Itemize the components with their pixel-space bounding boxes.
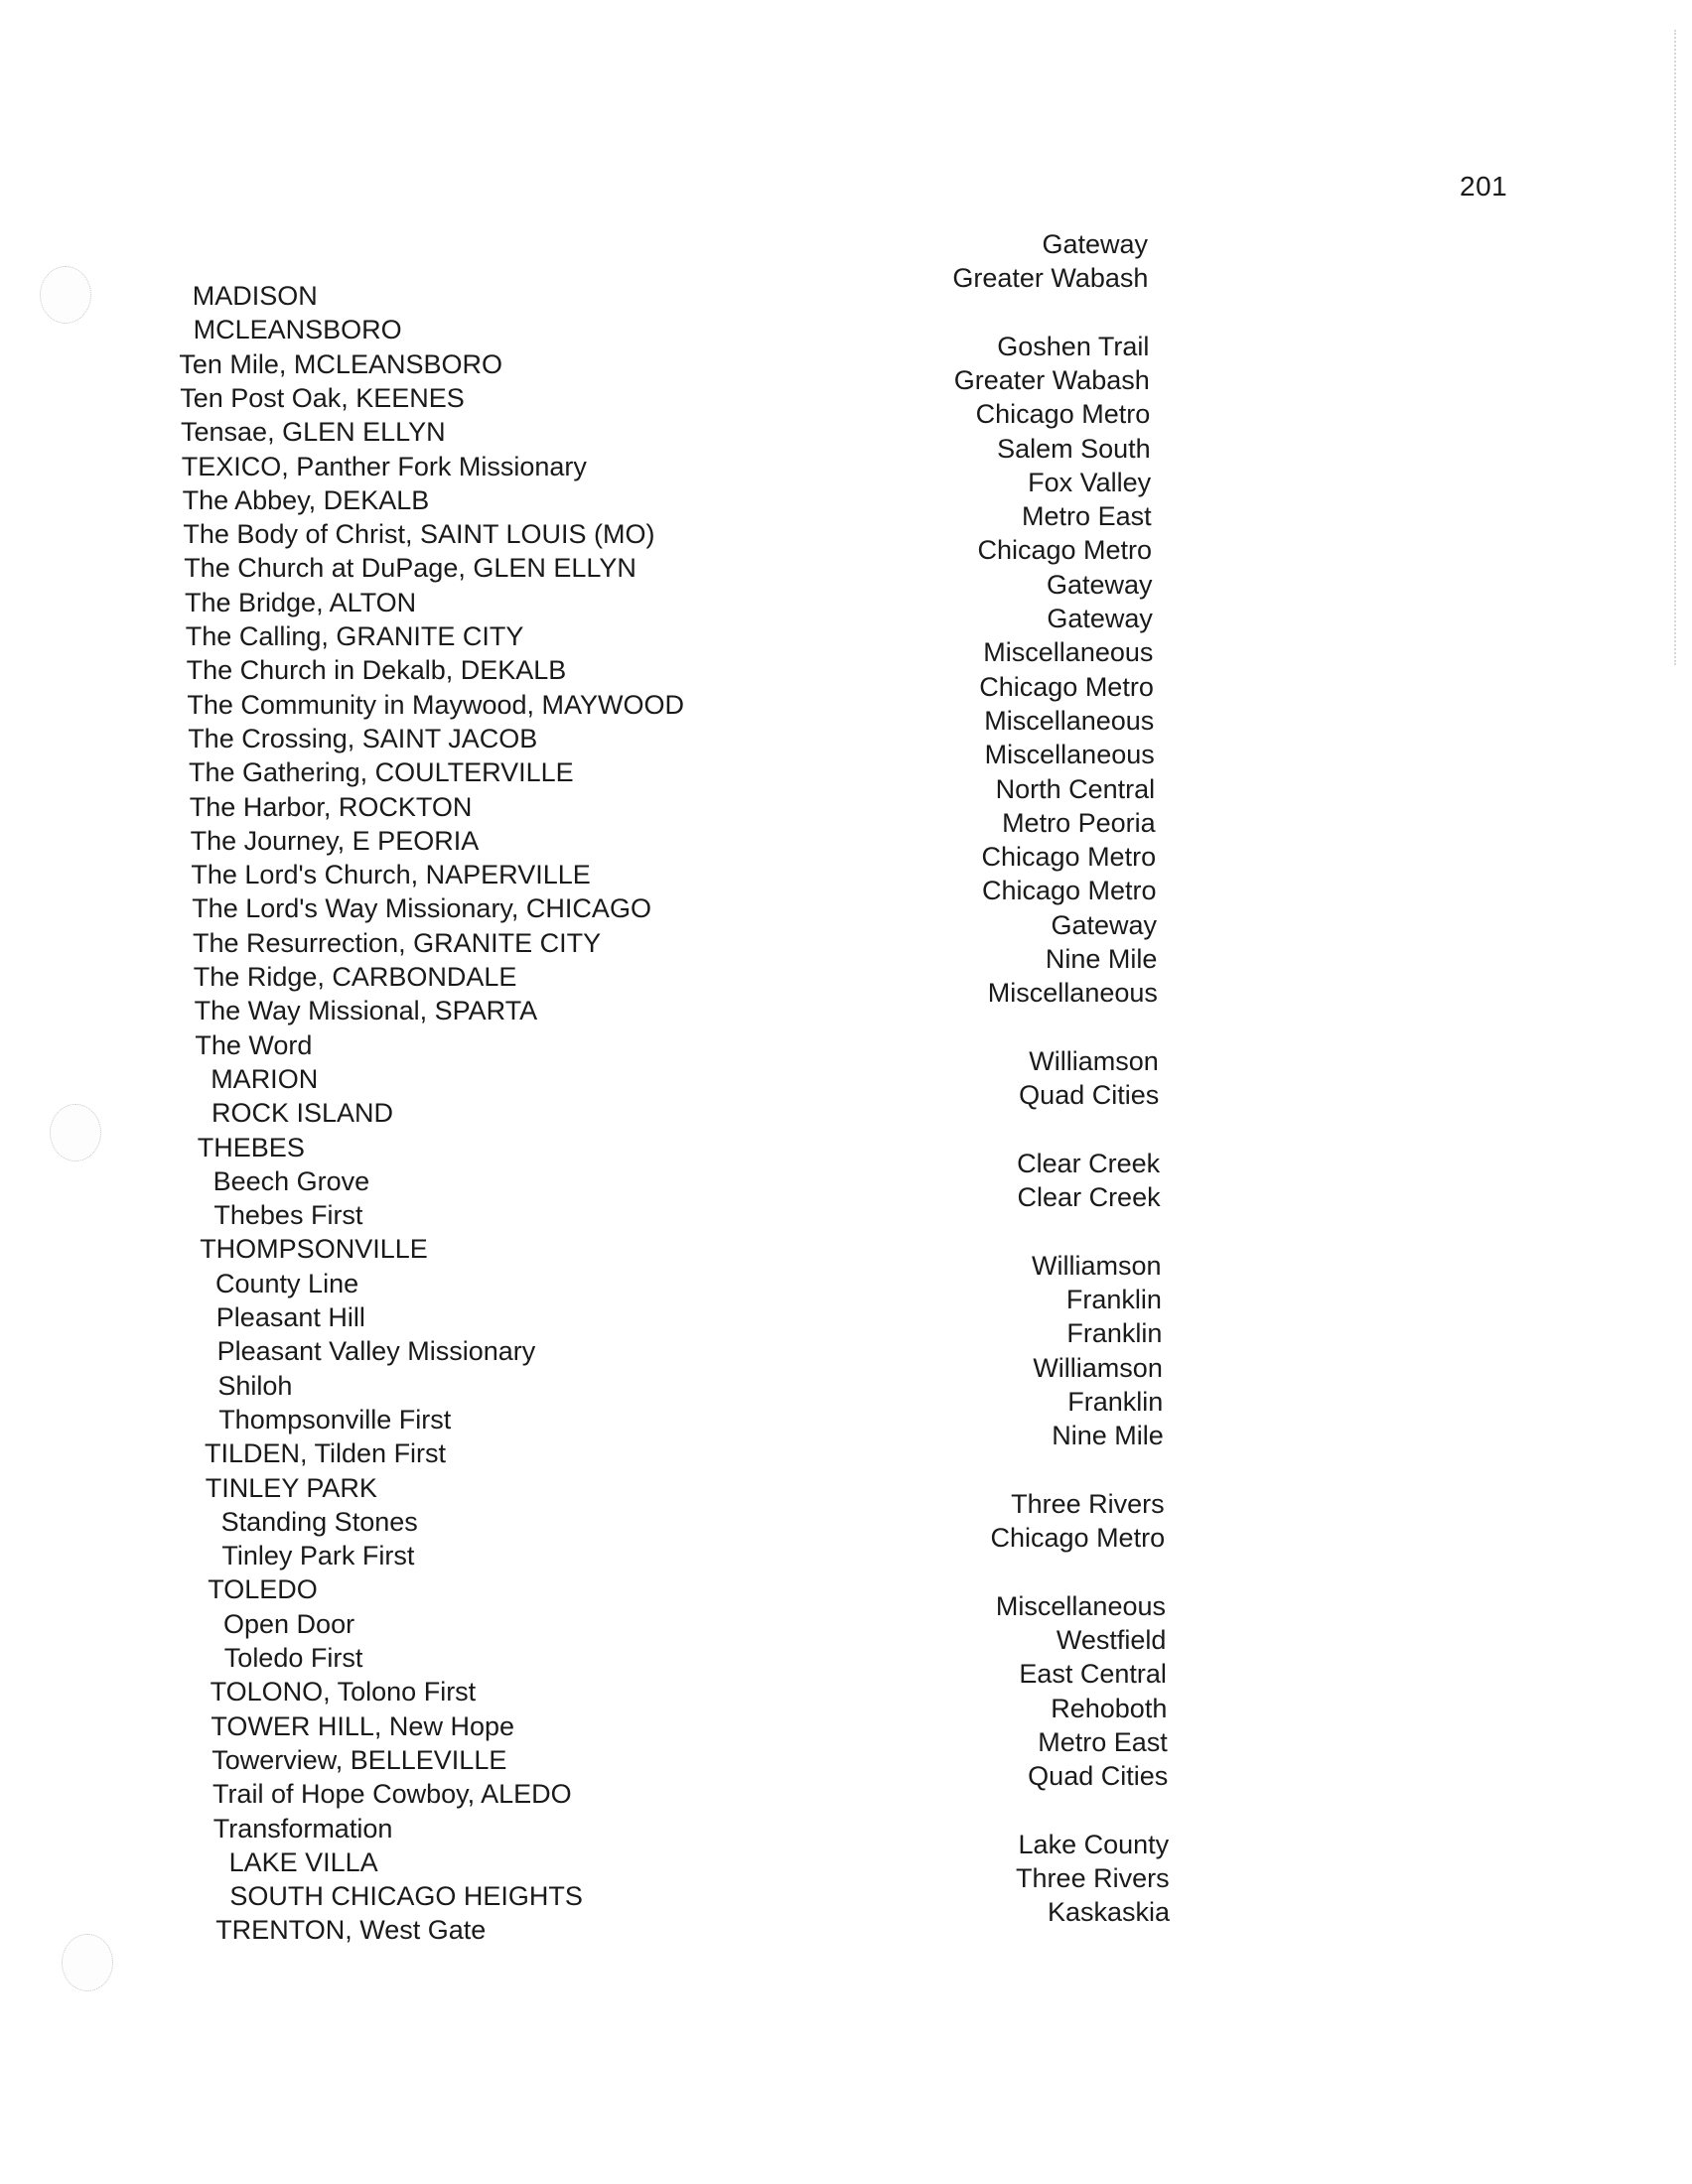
association-entry: Fox Valley: [1028, 467, 1152, 497]
association-entry: Clear Creek: [1017, 1148, 1161, 1178]
congregation-entry: The Bridge, ALTON: [185, 587, 417, 617]
congregation-entry: SOUTH CHICAGO HEIGHTS: [229, 1881, 583, 1912]
congregation-entry: Pleasant Valley Missionary: [216, 1336, 536, 1367]
congregation-entry: MCLEANSBORO: [193, 315, 402, 345]
association-entry: Goshen Trail: [997, 331, 1150, 361]
congregation-entry: The Resurrection, GRANITE CITY: [193, 927, 602, 958]
association-entry: Three Rivers: [1016, 1863, 1170, 1894]
congregation-entry: TOLONO, Tolono First: [210, 1677, 477, 1707]
punch-hole-middle: [50, 1104, 101, 1161]
association-entry: Clear Creek: [1017, 1182, 1161, 1213]
congregation-entry: The Church in Dekalb, DEKALB: [186, 655, 567, 686]
congregation-entry: Thompsonville First: [218, 1404, 452, 1434]
association-entry: Metro East: [1022, 501, 1152, 532]
congregation-entry: TINLEY PARK: [205, 1472, 377, 1503]
scan-edge: [1672, 30, 1676, 665]
congregation-entry: The Lord's Way Missionary, CHICAGO: [192, 893, 651, 924]
congregation-entry: TILDEN, Tilden First: [205, 1438, 447, 1469]
association-entry: Williamson: [1031, 1250, 1162, 1281]
congregation-entry: TOWER HILL, New Hope: [211, 1710, 514, 1741]
congregation-entry: The Calling, GRANITE CITY: [185, 621, 524, 651]
association-entry: Quad Cities: [1019, 1080, 1160, 1111]
association-entry: Chicago Metro: [981, 876, 1157, 906]
congregation-entry: The Lord's Church, NAPERVILLE: [191, 860, 591, 890]
association-entry: Metro Peoria: [1002, 807, 1156, 838]
association-entry: Miscellaneous: [983, 637, 1154, 668]
association-entry: Rehoboth: [1051, 1693, 1168, 1723]
congregation-entry: The Way Missional, SPARTA: [194, 996, 538, 1026]
association-entry: Lake County: [1018, 1829, 1170, 1859]
association-entry: Franklin: [1065, 1285, 1162, 1314]
congregation-entry: ROCK ISLAND: [212, 1098, 394, 1129]
punch-hole-top: [40, 266, 91, 324]
congregation-entry: The Ridge, CARBONDALE: [193, 962, 517, 992]
association-entry: Chicago Metro: [975, 399, 1151, 430]
congregation-entry: THOMPSONVILLE: [200, 1234, 428, 1265]
association-entry: North Central: [995, 773, 1156, 804]
association-entry: Miscellaneous: [987, 978, 1158, 1009]
congregation-entry: The Word: [195, 1029, 313, 1060]
congregation-entry: Trail of Hope Cowboy, ALEDO: [212, 1779, 572, 1810]
congregation-entry: Ten Mile, MCLEANSBORO: [179, 348, 502, 379]
congregation-entry: Shiloh: [217, 1370, 293, 1401]
congregation-entry: The Church at DuPage, GLEN ELLYN: [184, 553, 636, 584]
congregation-entry: The Abbey, DEKALB: [182, 484, 430, 515]
punch-hole-bottom: [62, 1934, 113, 1991]
congregation-entry: Pleasant Hill: [215, 1302, 365, 1332]
association-entry: Quad Cities: [1028, 1761, 1169, 1792]
association-entry: Metro East: [1038, 1726, 1168, 1757]
congregation-entry: The Body of Christ, SAINT LOUIS (MO): [183, 519, 655, 550]
congregation-entry: Thebes First: [213, 1200, 363, 1231]
association-entry: Gateway: [1042, 228, 1148, 259]
association-entry: East Central: [1019, 1659, 1167, 1690]
association-entry: Williamson: [1033, 1352, 1163, 1383]
association-entry: Kaskaskia: [1047, 1897, 1171, 1928]
congregation-entry: Beech Grove: [212, 1165, 370, 1196]
association-entry: Miscellaneous: [995, 1590, 1166, 1621]
congregation-entry: Towerview, BELLEVILLE: [212, 1744, 507, 1775]
association-entry: Three Rivers: [1011, 1488, 1165, 1519]
association-entry: Chicago Metro: [979, 671, 1154, 702]
association-entry: Williamson: [1029, 1045, 1159, 1076]
association-entry: Gateway: [1051, 909, 1157, 940]
association-entry: Franklin: [1067, 1386, 1164, 1417]
congregation-entry: Transformation: [212, 1813, 393, 1843]
congregation-entry: MARION: [211, 1063, 319, 1094]
page-number: 201: [1460, 171, 1508, 202]
congregation-entry: Ten Post Oak, KEENES: [180, 382, 465, 413]
congregation-entry: Open Door: [223, 1608, 355, 1639]
congregation-entry: The Harbor, ROCKTON: [189, 791, 473, 822]
congregation-entry: The Gathering, COULTERVILLE: [189, 757, 574, 788]
association-entry: Chicago Metro: [977, 535, 1153, 566]
congregation-entry: THEBES: [197, 1132, 305, 1162]
congregation-entry: The Crossing, SAINT JACOB: [188, 723, 538, 753]
congregation-entry: The Community in Maywood, MAYWOOD: [187, 689, 685, 720]
association-entry: Salem South: [997, 433, 1151, 464]
congregation-entry: LAKE VILLA: [228, 1846, 378, 1877]
congregation-entry: Standing Stones: [220, 1506, 418, 1537]
congregation-entry: Tinley Park First: [221, 1541, 415, 1571]
association-entry: Greater Wabash: [952, 263, 1149, 293]
association-entry: Greater Wabash: [953, 364, 1150, 395]
association-entry: Miscellaneous: [984, 705, 1155, 736]
association-entry: Chicago Metro: [981, 842, 1157, 873]
association-entry: Chicago Metro: [990, 1523, 1166, 1554]
association-entry: Westfield: [1056, 1625, 1167, 1655]
congregation-entry: Tensae, GLEN ELLYN: [181, 417, 446, 448]
congregation-entry: TRENTON, West Gate: [215, 1915, 487, 1946]
congregation-entry: Toledo First: [223, 1643, 363, 1673]
association-entry: Nine Mile: [1045, 944, 1158, 974]
association-entry: Gateway: [1046, 569, 1153, 600]
congregation-entry: County Line: [215, 1268, 359, 1298]
association-entry: Miscellaneous: [984, 740, 1155, 770]
congregation-entry: The Journey, E PEORIA: [190, 825, 480, 856]
congregation-entry: TOLEDO: [208, 1574, 318, 1605]
congregation-entry: TEXICO, Panther Fork Missionary: [181, 451, 587, 481]
association-entry: Gateway: [1047, 604, 1153, 633]
congregation-entry: MADISON: [192, 281, 318, 311]
association-entry: Nine Mile: [1052, 1421, 1164, 1451]
association-entry: Franklin: [1066, 1318, 1163, 1349]
